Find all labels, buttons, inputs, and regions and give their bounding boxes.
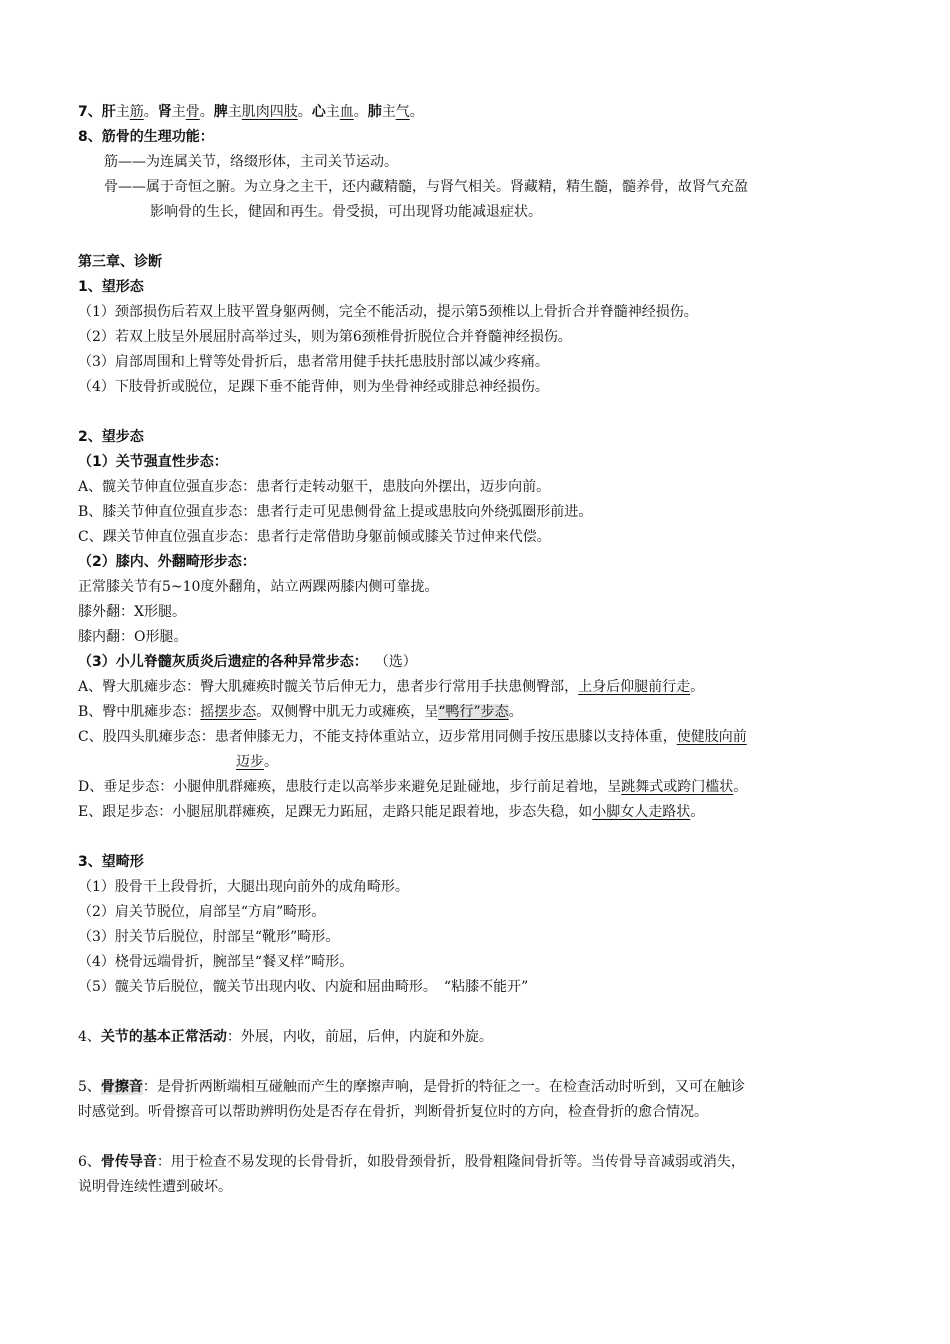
underlined-text: 上身后仰腿前行走 <box>578 679 691 695</box>
optional-note: （选） <box>381 654 417 670</box>
list-item: A、髋关节伸直位强直步态：患者行走转动躯干，患肢向外摆出，迈步向前。 <box>78 479 551 495</box>
item-number: 4、 <box>78 1029 101 1045</box>
text: ：外展，内收，前屈，后伸，内旋和外旋。 <box>226 1029 493 1045</box>
text-zhu: 主 <box>171 104 186 120</box>
list-item: 膝外翻：X形腿。 <box>78 604 186 620</box>
section-guchuan-line2: 说明骨连续性遭到破坏。 <box>78 1179 232 1195</box>
underlined-text: 跳舞式或跨门槛状 <box>621 779 734 795</box>
gait-item-c <box>78 725 878 750</box>
list-item: （1）股骨干上段骨折，大腿出现向前外的成角畸形。 <box>78 879 409 895</box>
item-number: 6、 <box>78 1154 101 1170</box>
section-guanjie <box>78 1025 878 1050</box>
punct: 。 <box>690 804 705 820</box>
text: A、臀大肌瘫步态：臀大肌瘫痪时髋关节后伸无力，患者步行常用手扶患侧臀部， <box>78 679 579 695</box>
paragraph-jin: 筋——为连属关节，络缀形体，主司关节运动。 <box>104 154 398 170</box>
term-guchuandaoyin: 骨传导音 <box>100 1154 157 1170</box>
list-item: （2）肩关节脱位，肩部呈“方肩”畸形。 <box>78 904 326 920</box>
gait-item-c-cont <box>78 750 878 775</box>
punct: 。 <box>264 754 278 770</box>
term-shen: 肾 <box>157 104 172 120</box>
punct: 。 <box>143 104 158 120</box>
punct: 。 <box>409 104 424 120</box>
line-zang-fu <box>78 100 878 125</box>
underlined-gu: 骨 <box>185 104 200 120</box>
item-number: 7、 <box>78 104 102 120</box>
punct: 。 <box>508 704 523 720</box>
text-zhu: 主 <box>325 104 340 120</box>
punct: 。 <box>733 779 748 795</box>
section-title-xingtai: 1、望形态 <box>78 279 144 295</box>
text: ：是骨折两断端相互碰触而产生的摩擦声响，是骨折的特征之一。在检查活动时听到，又可在触诊 <box>142 1079 745 1095</box>
highlighted-text: “鸭行”步态 <box>438 704 509 720</box>
text-zhu: 主 <box>227 104 242 120</box>
term-pi: 脾 <box>213 104 228 120</box>
section-title-jixing: 3、望畸形 <box>78 854 144 870</box>
section-guca-line1 <box>78 1075 878 1100</box>
subsection-title-qiangzhi: （1）关节强直性步态： <box>78 454 228 470</box>
text: ：用于检查不易发现的长骨骨折，如股骨颈骨折，股骨粗隆间骨折等。当传骨导音减弱或消失， <box>156 1154 745 1170</box>
document-page <box>78 100 878 1200</box>
gait-item-b <box>78 700 878 725</box>
text-zhu: 主 <box>381 104 396 120</box>
underlined-xue: 血 <box>339 104 354 120</box>
subsection-title-polio <box>78 650 878 675</box>
punct: 。 <box>690 679 705 695</box>
underlined-text: 使健肢向前 <box>676 729 747 745</box>
heading-jingu: 8、筋骨的生理功能： <box>78 129 214 145</box>
text: E、跟足步态：小腿屈肌群瘫痪，足踝无力跖屈，走路只能足跟着地，步态失稳，如 <box>78 804 593 820</box>
gait-item-a <box>78 675 878 700</box>
underlined-jirou: 肌肉四肢 <box>241 104 298 120</box>
section-title-butai: 2、望步态 <box>78 429 144 445</box>
subsection-title-text: （3）小儿脊髓灰质炎后遗症的各种异常步态： <box>78 654 368 670</box>
list-item: B、膝关节伸直位强直步态：患者行走可见患侧骨盆上提或患肢向外绕弧圈形前进。 <box>78 504 593 520</box>
punct: 。 <box>297 104 312 120</box>
list-item: （3）肩部周围和上臂等处骨折后，患者常用健手扶托患肢肘部以减少疼痛。 <box>78 354 549 370</box>
list-item: （4）桡骨远端骨折，腕部呈“餐叉样”畸形。 <box>78 954 354 970</box>
list-item: （2）若双上肢呈外展屈肘高举过头，则为第6颈椎骨折脱位合并脊髓神经损伤。 <box>78 329 572 345</box>
list-item: （4）下肢骨折或脱位，足踝下垂不能背伸，则为坐骨神经或腓总神经损伤。 <box>78 379 549 395</box>
gait-item-d <box>78 775 878 800</box>
underlined-qi: 气 <box>395 104 410 120</box>
underlined-jin: 筋 <box>129 104 144 120</box>
list-item: （5）髋关节后脱位，髋关节出现内收、内旋和屈曲畸形。 “粘膝不能开” <box>78 979 529 995</box>
list-item: 膝内翻：O形腿。 <box>78 629 188 645</box>
underlined-text: 迈步 <box>236 754 264 770</box>
text: B、臀中肌瘫步态： <box>78 704 201 720</box>
list-item: C、踝关节伸直位强直步态：患者行走常借助身躯前倾或膝关节过伸来代偿。 <box>78 529 551 545</box>
list-item: （3）肘关节后脱位，肘部呈“靴形”畸形。 <box>78 929 340 945</box>
term-guanjie: 关节的基本正常活动 <box>100 1029 227 1045</box>
list-item: （1）颈部损伤后若双上肢平置身躯两侧，完全不能活动，提示第5颈椎以上骨折合并脊髓神经损伤。 <box>78 304 698 320</box>
term-xin: 心 <box>311 104 326 120</box>
term-gucayin: 骨擦音 <box>100 1079 143 1095</box>
chapter-title: 第三章、诊断 <box>78 254 162 270</box>
text: D、垂足步态：小腿伸肌群瘫痪，患肢行走以高举步来避免足趾碰地，步行前足着地，呈 <box>78 779 622 795</box>
section-guca-line2: 时感觉到。听骨擦音可以帮助辨明伤处是否存在骨折，判断骨折复位时的方向，检查骨折的愈合情况。 <box>78 1104 708 1120</box>
text: 。双侧臀中肌无力或瘫痪，呈 <box>256 704 439 720</box>
gait-item-e <box>78 800 878 825</box>
paragraph-gu-line2: 影响骨的生长，健固和再生。骨受损，可出现肾功能减退症状。 <box>150 204 542 220</box>
underlined-text: 小脚女人走路状 <box>592 804 691 820</box>
section-guchuan-line1 <box>78 1150 878 1175</box>
term-fei: 肺 <box>367 104 382 120</box>
item-number: 5、 <box>78 1079 101 1095</box>
text: C、股四头肌瘫步态：患者伸膝无力，不能支持体重站立，迈步常用同侧手按压患膝以支持体重， <box>78 729 677 745</box>
list-item: 正常膝关节有5~10度外翻角，站立两踝两膝内侧可靠拢。 <box>78 579 439 595</box>
subsection-title-xiwaifan: （2）膝内、外翻畸形步态： <box>78 554 256 570</box>
punct: 。 <box>353 104 368 120</box>
punct: 。 <box>199 104 214 120</box>
paragraph-gu-line1: 骨——属于奇恒之腑。为立身之主干，还内藏精髓，与肾气相关。肾藏精，精生髓，髓养骨，故肾气充盈 <box>104 179 748 195</box>
text-zhu: 主 <box>115 104 130 120</box>
underlined-text: 摇摆步态 <box>200 704 257 720</box>
term-gan: 肝 <box>101 104 116 120</box>
